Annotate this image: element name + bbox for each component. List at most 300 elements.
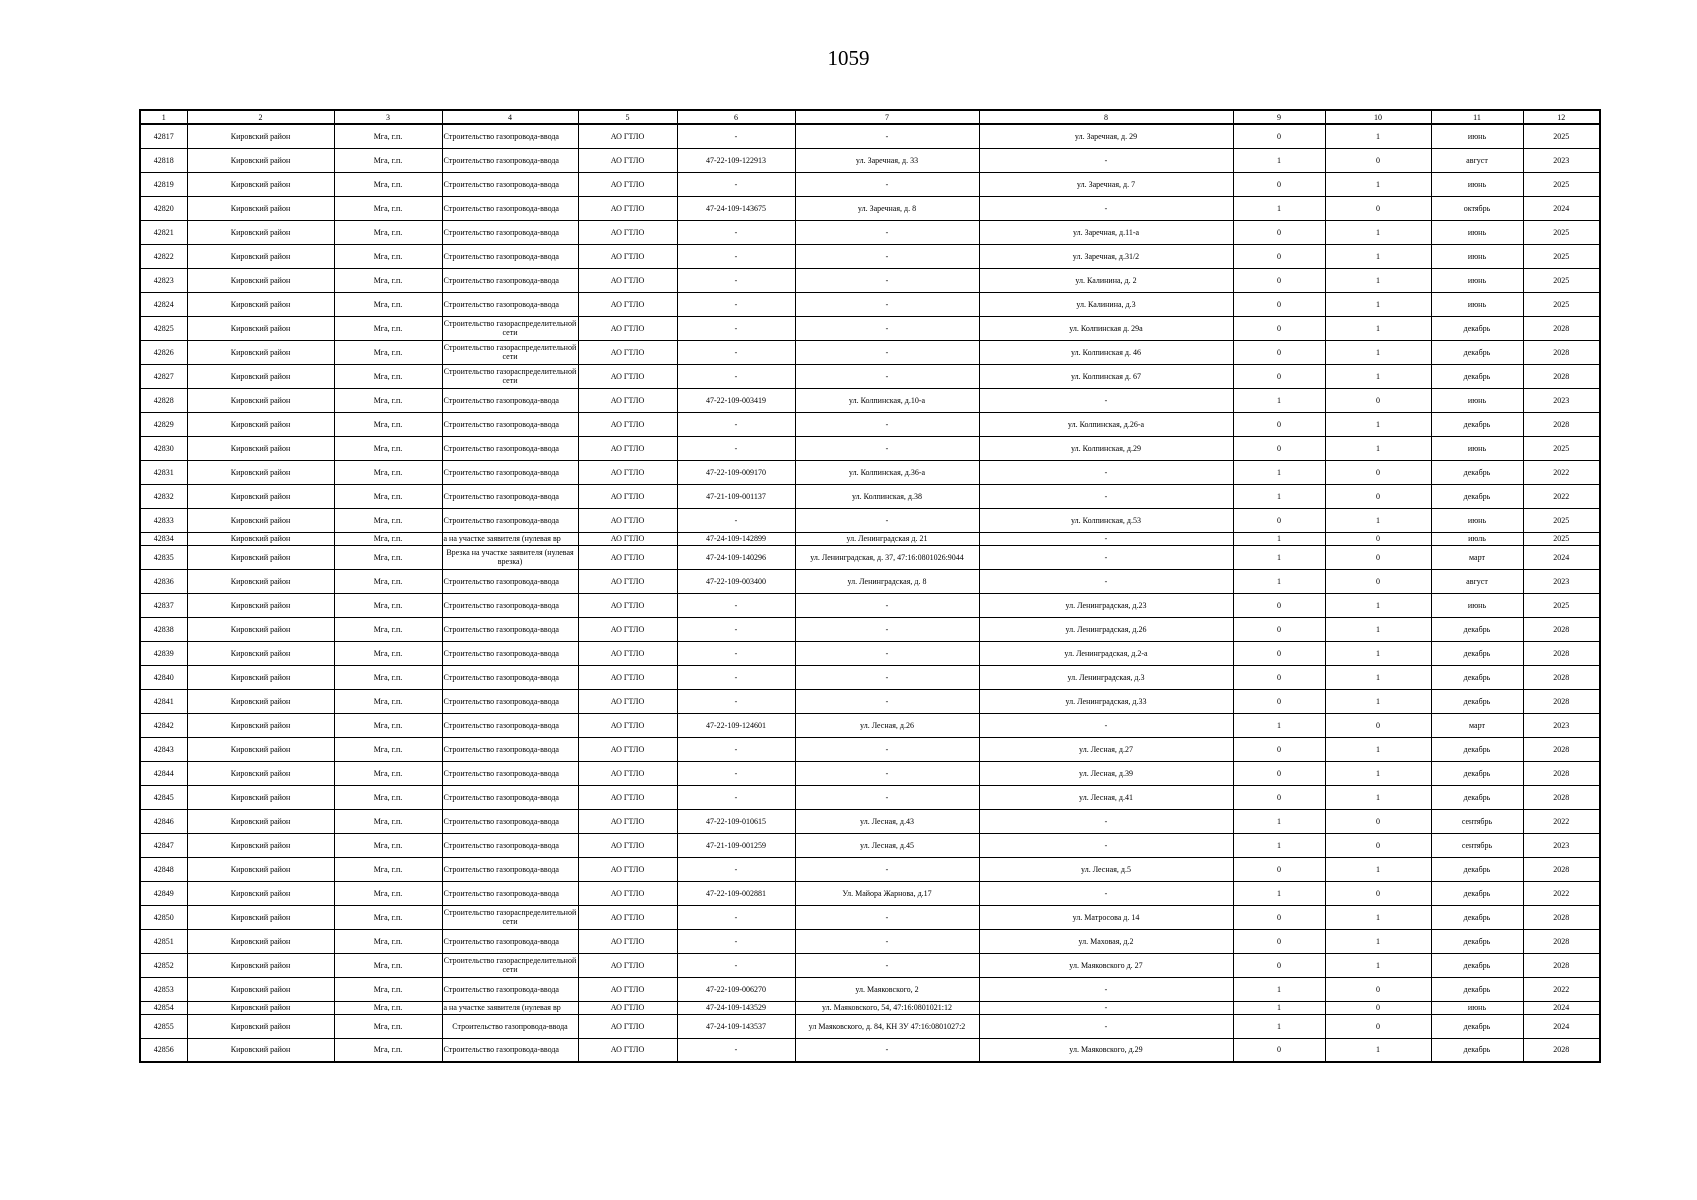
month-cell: декабрь xyxy=(1431,484,1523,508)
work-type-cell: Строительство газораспределительной сети xyxy=(442,953,578,977)
table-row xyxy=(140,196,1600,220)
count-b-cell: 1 xyxy=(1325,292,1431,316)
application-address-cell: - xyxy=(795,340,979,364)
work-type-cell: Строительство газораспределительной сети xyxy=(442,316,578,340)
month-cell: декабрь xyxy=(1431,929,1523,953)
application-address-cell: - xyxy=(795,593,979,617)
application-address-cell: - xyxy=(795,785,979,809)
table-row xyxy=(140,316,1600,340)
record-id-cell: 42832 xyxy=(140,484,187,508)
organization-cell: АО ГТЛО xyxy=(578,857,677,881)
month-cell: декабрь xyxy=(1431,905,1523,929)
application-address-cell: - xyxy=(795,412,979,436)
settlement-cell: Мга, г.п. xyxy=(334,124,442,148)
planned-address-cell: ул. Маховая, д.2 xyxy=(979,929,1233,953)
application-address-cell: - xyxy=(795,929,979,953)
table-row xyxy=(140,412,1600,436)
district-cell: Кировский район xyxy=(187,124,334,148)
settlement-cell: Мга, г.п. xyxy=(334,977,442,1001)
district-cell: Кировский район xyxy=(187,713,334,737)
record-id-cell: 42833 xyxy=(140,508,187,532)
application-address-cell: - xyxy=(795,857,979,881)
application-address-cell: - xyxy=(795,220,979,244)
record-id-cell: 42828 xyxy=(140,388,187,412)
year-cell: 2028 xyxy=(1523,316,1600,340)
organization-cell: АО ГТЛО xyxy=(578,124,677,148)
year-cell: 2023 xyxy=(1523,148,1600,172)
application-number-cell: - xyxy=(677,1038,795,1062)
settlement-cell: Мга, г.п. xyxy=(334,545,442,569)
district-cell: Кировский район xyxy=(187,436,334,460)
record-id-cell: 42852 xyxy=(140,953,187,977)
settlement-cell: Мга, г.п. xyxy=(334,508,442,532)
record-id-cell: 42841 xyxy=(140,689,187,713)
count-b-cell: 0 xyxy=(1325,833,1431,857)
count-a-cell: 0 xyxy=(1233,785,1325,809)
count-a-cell: 1 xyxy=(1233,1001,1325,1014)
month-cell: июнь xyxy=(1431,244,1523,268)
count-a-cell: 0 xyxy=(1233,244,1325,268)
table-row xyxy=(140,785,1600,809)
work-type-cell: Строительство газопровода-ввода xyxy=(442,268,578,292)
application-number-cell: 47-22-109-003419 xyxy=(677,388,795,412)
district-cell: Кировский район xyxy=(187,220,334,244)
application-number-cell: - xyxy=(677,244,795,268)
district-cell: Кировский район xyxy=(187,340,334,364)
planned-address-cell: - xyxy=(979,713,1233,737)
district-cell: Кировский район xyxy=(187,545,334,569)
month-cell: декабрь xyxy=(1431,412,1523,436)
record-id-cell: 42851 xyxy=(140,929,187,953)
organization-cell: АО ГТЛО xyxy=(578,809,677,833)
year-cell: 2022 xyxy=(1523,977,1600,1001)
count-b-cell: 0 xyxy=(1325,532,1431,545)
month-cell: март xyxy=(1431,545,1523,569)
work-type-cell: Строительство газопровода-ввода xyxy=(442,1014,578,1038)
planned-address-cell: ул. Калинина, д.3 xyxy=(979,292,1233,316)
settlement-cell: Мга, г.п. xyxy=(334,364,442,388)
count-a-cell: 0 xyxy=(1233,316,1325,340)
record-id-cell: 42830 xyxy=(140,436,187,460)
count-b-cell: 0 xyxy=(1325,148,1431,172)
count-a-cell: 0 xyxy=(1233,292,1325,316)
application-number-cell: - xyxy=(677,436,795,460)
organization-cell: АО ГТЛО xyxy=(578,905,677,929)
count-a-cell: 0 xyxy=(1233,689,1325,713)
column-header-11: 11 xyxy=(1431,110,1523,124)
settlement-cell: Мга, г.п. xyxy=(334,641,442,665)
year-cell: 2028 xyxy=(1523,412,1600,436)
count-a-cell: 0 xyxy=(1233,124,1325,148)
count-a-cell: 0 xyxy=(1233,1038,1325,1062)
column-header-10: 10 xyxy=(1325,110,1431,124)
settlement-cell: Мга, г.п. xyxy=(334,148,442,172)
organization-cell: АО ГТЛО xyxy=(578,508,677,532)
year-cell: 2023 xyxy=(1523,569,1600,593)
table-row xyxy=(140,881,1600,905)
application-address-cell: - xyxy=(795,761,979,785)
year-cell: 2028 xyxy=(1523,364,1600,388)
organization-cell: АО ГТЛО xyxy=(578,196,677,220)
organization-cell: АО ГТЛО xyxy=(578,268,677,292)
count-a-cell: 0 xyxy=(1233,593,1325,617)
planned-address-cell: - xyxy=(979,532,1233,545)
organization-cell: АО ГТЛО xyxy=(578,569,677,593)
table-row xyxy=(140,532,1600,545)
column-header-9: 9 xyxy=(1233,110,1325,124)
month-cell: июнь xyxy=(1431,508,1523,532)
application-number-cell: - xyxy=(677,761,795,785)
count-b-cell: 1 xyxy=(1325,593,1431,617)
district-cell: Кировский район xyxy=(187,1001,334,1014)
record-id-cell: 42835 xyxy=(140,545,187,569)
district-cell: Кировский район xyxy=(187,1038,334,1062)
work-type-cell: Строительство газопровода-ввода xyxy=(442,761,578,785)
planned-address-cell: - xyxy=(979,977,1233,1001)
district-cell: Кировский район xyxy=(187,953,334,977)
planned-address-cell: - xyxy=(979,1014,1233,1038)
table-row xyxy=(140,809,1600,833)
count-b-cell: 1 xyxy=(1325,953,1431,977)
district-cell: Кировский район xyxy=(187,268,334,292)
settlement-cell: Мга, г.п. xyxy=(334,713,442,737)
district-cell: Кировский район xyxy=(187,244,334,268)
year-cell: 2028 xyxy=(1523,1038,1600,1062)
application-address-cell: - xyxy=(795,953,979,977)
district-cell: Кировский район xyxy=(187,977,334,1001)
district-cell: Кировский район xyxy=(187,905,334,929)
application-address-cell: ул Маяковского, д. 84, КН ЗУ 47:16:0801027:2 xyxy=(795,1014,979,1038)
count-b-cell: 1 xyxy=(1325,761,1431,785)
record-id-cell: 42819 xyxy=(140,172,187,196)
count-b-cell: 1 xyxy=(1325,665,1431,689)
work-type-cell: Строительство газопровода-ввода xyxy=(442,460,578,484)
year-cell: 2025 xyxy=(1523,244,1600,268)
count-b-cell: 0 xyxy=(1325,545,1431,569)
work-type-cell: Строительство газопровода-ввода xyxy=(442,665,578,689)
organization-cell: АО ГТЛО xyxy=(578,665,677,689)
application-address-cell: ул. Ленинградская, д. 8 xyxy=(795,569,979,593)
application-number-cell: - xyxy=(677,953,795,977)
planned-address-cell: ул. Заречная, д. 7 xyxy=(979,172,1233,196)
page-number: 1059 xyxy=(827,46,870,70)
settlement-cell: Мга, г.п. xyxy=(334,196,442,220)
count-b-cell: 0 xyxy=(1325,713,1431,737)
application-number-cell: - xyxy=(677,364,795,388)
organization-cell: АО ГТЛО xyxy=(578,881,677,905)
settlement-cell: Мга, г.п. xyxy=(334,929,442,953)
application-number-cell: 47-22-109-010615 xyxy=(677,809,795,833)
count-a-cell: 0 xyxy=(1233,641,1325,665)
district-cell: Кировский район xyxy=(187,292,334,316)
record-id-cell: 42844 xyxy=(140,761,187,785)
year-cell: 2028 xyxy=(1523,785,1600,809)
application-address-cell: - xyxy=(795,617,979,641)
year-cell: 2024 xyxy=(1523,1001,1600,1014)
application-address-cell: - xyxy=(795,292,979,316)
record-id-cell: 42820 xyxy=(140,196,187,220)
planned-address-cell: ул. Маяковского, д.29 xyxy=(979,1038,1233,1062)
planned-address-cell: ул. Ленинградская, д.3 xyxy=(979,665,1233,689)
settlement-cell: Мга, г.п. xyxy=(334,268,442,292)
application-number-cell: 47-24-109-140296 xyxy=(677,545,795,569)
table-row xyxy=(140,953,1600,977)
work-type-cell: Строительство газораспределительной сети xyxy=(442,340,578,364)
column-header-2: 2 xyxy=(187,110,334,124)
count-a-cell: 1 xyxy=(1233,1014,1325,1038)
application-number-cell: 47-22-109-009170 xyxy=(677,460,795,484)
work-type-cell: Строительство газораспределительной сети xyxy=(442,364,578,388)
organization-cell: АО ГТЛО xyxy=(578,545,677,569)
month-cell: декабрь xyxy=(1431,761,1523,785)
record-id-cell: 42845 xyxy=(140,785,187,809)
column-header-12: 12 xyxy=(1523,110,1600,124)
table-row xyxy=(140,436,1600,460)
record-id-cell: 42824 xyxy=(140,292,187,316)
month-cell: июль xyxy=(1431,532,1523,545)
planned-address-cell: ул. Заречная, д. 29 xyxy=(979,124,1233,148)
count-b-cell: 1 xyxy=(1325,268,1431,292)
organization-cell: АО ГТЛО xyxy=(578,460,677,484)
planned-address-cell: ул. Лесная, д.39 xyxy=(979,761,1233,785)
count-b-cell: 1 xyxy=(1325,785,1431,809)
year-cell: 2028 xyxy=(1523,761,1600,785)
planned-address-cell: ул. Маяковского д. 27 xyxy=(979,953,1233,977)
month-cell: август xyxy=(1431,569,1523,593)
table-row xyxy=(140,124,1600,148)
organization-cell: АО ГТЛО xyxy=(578,689,677,713)
district-cell: Кировский район xyxy=(187,460,334,484)
settlement-cell: Мга, г.п. xyxy=(334,737,442,761)
settlement-cell: Мга, г.п. xyxy=(334,593,442,617)
district-cell: Кировский район xyxy=(187,641,334,665)
district-cell: Кировский район xyxy=(187,737,334,761)
application-number-cell: 47-21-109-001259 xyxy=(677,833,795,857)
table-body xyxy=(140,124,1600,1062)
record-id-cell: 42821 xyxy=(140,220,187,244)
work-type-cell: Строительство газопровода-ввода xyxy=(442,593,578,617)
organization-cell: АО ГТЛО xyxy=(578,340,677,364)
month-cell: июнь xyxy=(1431,292,1523,316)
month-cell: декабрь xyxy=(1431,364,1523,388)
record-id-cell: 42822 xyxy=(140,244,187,268)
count-b-cell: 0 xyxy=(1325,977,1431,1001)
count-b-cell: 1 xyxy=(1325,316,1431,340)
settlement-cell: Мга, г.п. xyxy=(334,1038,442,1062)
application-address-cell: ул. Маяковского, 54, 47:16:0801021:12 xyxy=(795,1001,979,1014)
organization-cell: АО ГТЛО xyxy=(578,172,677,196)
count-b-cell: 0 xyxy=(1325,196,1431,220)
table-row xyxy=(140,484,1600,508)
settlement-cell: Мга, г.п. xyxy=(334,809,442,833)
district-cell: Кировский район xyxy=(187,761,334,785)
application-address-cell: ул. Колпинская, д.36-а xyxy=(795,460,979,484)
count-b-cell: 1 xyxy=(1325,436,1431,460)
table-row xyxy=(140,761,1600,785)
month-cell: июнь xyxy=(1431,388,1523,412)
application-number-cell: - xyxy=(677,340,795,364)
work-type-cell: Строительство газопровода-ввода xyxy=(442,484,578,508)
record-id-cell: 42836 xyxy=(140,569,187,593)
column-header-6: 6 xyxy=(677,110,795,124)
settlement-cell: Мга, г.п. xyxy=(334,172,442,196)
table-row xyxy=(140,689,1600,713)
application-address-cell: - xyxy=(795,508,979,532)
application-number-cell: - xyxy=(677,665,795,689)
count-a-cell: 0 xyxy=(1233,436,1325,460)
application-address-cell: ул. Ленинградская, д. 37, 47:16:0801026:9044 xyxy=(795,545,979,569)
year-cell: 2025 xyxy=(1523,508,1600,532)
table-row xyxy=(140,460,1600,484)
application-number-cell: - xyxy=(677,617,795,641)
planned-address-cell: ул. Колпинская, д.53 xyxy=(979,508,1233,532)
month-cell: декабрь xyxy=(1431,1014,1523,1038)
district-cell: Кировский район xyxy=(187,508,334,532)
year-cell: 2028 xyxy=(1523,689,1600,713)
month-cell: декабрь xyxy=(1431,460,1523,484)
work-type-cell: Строительство газопровода-ввода xyxy=(442,148,578,172)
organization-cell: АО ГТЛО xyxy=(578,436,677,460)
district-cell: Кировский район xyxy=(187,388,334,412)
application-address-cell: ул. Заречная, д. 8 xyxy=(795,196,979,220)
year-cell: 2028 xyxy=(1523,665,1600,689)
work-type-cell: Строительство газопровода-ввода xyxy=(442,569,578,593)
table-row xyxy=(140,905,1600,929)
count-a-cell: 0 xyxy=(1233,340,1325,364)
planned-address-cell: - xyxy=(979,196,1233,220)
count-b-cell: 0 xyxy=(1325,388,1431,412)
organization-cell: АО ГТЛО xyxy=(578,929,677,953)
work-type-cell: Строительство газопровода-ввода xyxy=(442,737,578,761)
month-cell: июнь xyxy=(1431,124,1523,148)
settlement-cell: Мга, г.п. xyxy=(334,881,442,905)
month-cell: декабрь xyxy=(1431,689,1523,713)
month-cell: декабрь xyxy=(1431,617,1523,641)
year-cell: 2025 xyxy=(1523,124,1600,148)
year-cell: 2024 xyxy=(1523,196,1600,220)
organization-cell: АО ГТЛО xyxy=(578,713,677,737)
district-cell: Кировский район xyxy=(187,857,334,881)
planned-address-cell: - xyxy=(979,881,1233,905)
settlement-cell: Мга, г.п. xyxy=(334,761,442,785)
district-cell: Кировский район xyxy=(187,196,334,220)
settlement-cell: Мга, г.п. xyxy=(334,785,442,809)
settlement-cell: Мга, г.п. xyxy=(334,484,442,508)
column-header-8: 8 xyxy=(979,110,1233,124)
month-cell: октябрь xyxy=(1431,196,1523,220)
settlement-cell: Мга, г.п. xyxy=(334,569,442,593)
application-address-cell: - xyxy=(795,244,979,268)
settlement-cell: Мга, г.п. xyxy=(334,220,442,244)
record-id-cell: 42831 xyxy=(140,460,187,484)
organization-cell: АО ГТЛО xyxy=(578,593,677,617)
application-address-cell: Ул. Майора Жарнова, д.17 xyxy=(795,881,979,905)
work-type-cell: а на участке заявителя (нулевая вр xyxy=(442,532,578,545)
month-cell: декабрь xyxy=(1431,881,1523,905)
planned-address-cell: - xyxy=(979,484,1233,508)
district-cell: Кировский район xyxy=(187,593,334,617)
district-cell: Кировский район xyxy=(187,364,334,388)
planned-address-cell: ул. Ленинградская, д.26 xyxy=(979,617,1233,641)
organization-cell: АО ГТЛО xyxy=(578,412,677,436)
table-row xyxy=(140,220,1600,244)
application-address-cell: - xyxy=(795,665,979,689)
application-number-cell: - xyxy=(677,124,795,148)
count-a-cell: 0 xyxy=(1233,857,1325,881)
month-cell: декабрь xyxy=(1431,737,1523,761)
application-number-cell: - xyxy=(677,220,795,244)
application-address-cell: ул. Ленинградская д. 21 xyxy=(795,532,979,545)
planned-address-cell: - xyxy=(979,569,1233,593)
application-address-cell: - xyxy=(795,905,979,929)
month-cell: декабрь xyxy=(1431,785,1523,809)
application-address-cell: ул. Маяковского, 2 xyxy=(795,977,979,1001)
record-id-cell: 42834 xyxy=(140,532,187,545)
column-header-5: 5 xyxy=(578,110,677,124)
settlement-cell: Мга, г.п. xyxy=(334,316,442,340)
count-a-cell: 0 xyxy=(1233,761,1325,785)
application-address-cell: ул. Колпинская, д.10-а xyxy=(795,388,979,412)
count-a-cell: 0 xyxy=(1233,412,1325,436)
month-cell: июнь xyxy=(1431,172,1523,196)
application-address-cell: ул. Лесная, д.45 xyxy=(795,833,979,857)
organization-cell: АО ГТЛО xyxy=(578,617,677,641)
application-number-cell: - xyxy=(677,857,795,881)
year-cell: 2025 xyxy=(1523,532,1600,545)
work-type-cell: Строительство газопровода-ввода xyxy=(442,292,578,316)
count-a-cell: 1 xyxy=(1233,833,1325,857)
month-cell: декабрь xyxy=(1431,1038,1523,1062)
district-cell: Кировский район xyxy=(187,785,334,809)
settlement-cell: Мга, г.п. xyxy=(334,436,442,460)
work-type-cell: а на участке заявителя (нулевая вр xyxy=(442,1001,578,1014)
month-cell: август xyxy=(1431,148,1523,172)
record-id-cell: 42847 xyxy=(140,833,187,857)
year-cell: 2025 xyxy=(1523,268,1600,292)
district-cell: Кировский район xyxy=(187,172,334,196)
count-b-cell: 0 xyxy=(1325,1001,1431,1014)
work-type-cell: Врезка на участке заявителя (нулевая врезка) xyxy=(442,545,578,569)
planned-address-cell: ул. Лесная, д.27 xyxy=(979,737,1233,761)
district-cell: Кировский район xyxy=(187,1014,334,1038)
record-id-cell: 42817 xyxy=(140,124,187,148)
work-type-cell: Строительство газопровода-ввода xyxy=(442,857,578,881)
table-row xyxy=(140,388,1600,412)
application-address-cell: - xyxy=(795,124,979,148)
work-type-cell: Строительство газопровода-ввода xyxy=(442,124,578,148)
application-number-cell: 47-22-109-002881 xyxy=(677,881,795,905)
planned-address-cell: - xyxy=(979,388,1233,412)
work-type-cell: Строительство газопровода-ввода xyxy=(442,833,578,857)
organization-cell: АО ГТЛО xyxy=(578,484,677,508)
table-row xyxy=(140,737,1600,761)
year-cell: 2025 xyxy=(1523,220,1600,244)
work-type-cell: Строительство газопровода-ввода xyxy=(442,220,578,244)
count-a-cell: 1 xyxy=(1233,484,1325,508)
work-type-cell: Строительство газопровода-ввода xyxy=(442,436,578,460)
count-a-cell: 0 xyxy=(1233,364,1325,388)
year-cell: 2028 xyxy=(1523,953,1600,977)
application-number-cell: 47-24-109-143675 xyxy=(677,196,795,220)
application-number-cell: 47-24-109-143537 xyxy=(677,1014,795,1038)
count-a-cell: 0 xyxy=(1233,617,1325,641)
record-id-cell: 42846 xyxy=(140,809,187,833)
count-a-cell: 0 xyxy=(1233,172,1325,196)
count-a-cell: 1 xyxy=(1233,388,1325,412)
count-a-cell: 1 xyxy=(1233,977,1325,1001)
year-cell: 2023 xyxy=(1523,388,1600,412)
year-cell: 2028 xyxy=(1523,905,1600,929)
